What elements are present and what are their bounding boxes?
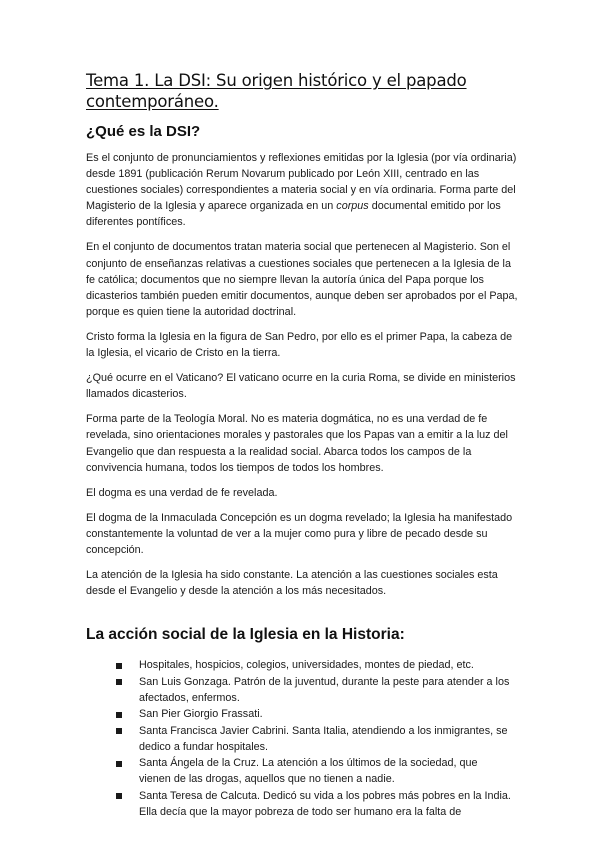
paragraph-1-italic: corpus (336, 200, 369, 213)
square-bullet-icon (116, 793, 122, 799)
paragraph-1 (86, 150, 518, 230)
list-item (86, 755, 518, 787)
list-item-text: Santa Ángela de la Cruz. La atención a los últimos de la sociedad, que vienen de las drogas, aquellos que no tienen a nadie. (139, 757, 478, 786)
bullet-list (86, 657, 518, 820)
document-title: Tema 1. La DSI: Su origen histórico y el papado contemporáneo. (86, 71, 467, 111)
list-item (86, 674, 518, 706)
paragraph-7: El dogma de la Inmaculada Concepción es un dogma revelado; la Iglesia ha manifestado constantemente la voluntad de ver a la mujer como pura y libre de pecado desde su concepción. (86, 511, 513, 556)
square-bullet-icon (116, 761, 122, 767)
square-bullet-icon (116, 679, 122, 685)
paragraph-1-text-b: documental emitido por los diferentes pontífices. (86, 200, 501, 229)
paragraph-4: ¿Qué ocurre en el Vaticano? El vaticano ocurre en la curia Roma, se divide en ministerios llamados dicasterios. (86, 372, 516, 401)
list-item-text: Hospitales, hospicios, colegios, universidades, montes de piedad, etc. (139, 659, 474, 672)
page-content (86, 70, 518, 820)
section-heading-que-es-dsi: ¿Qué es la DSI? (86, 123, 201, 140)
square-bullet-icon (116, 728, 122, 734)
list-item-text: San Luis Gonzaga. Patrón de la juventud, durante la peste para atender a los afectados, enfermos. (139, 675, 510, 704)
square-bullet-icon (116, 663, 122, 669)
list-item (86, 723, 518, 755)
square-bullet-icon (116, 712, 122, 718)
list-item-text: Santa Teresa de Calcuta. Dedicó su vida a los pobres más pobres en la India. Ella decía que la mayor pobreza de todo ser humano era la falta de (139, 789, 511, 818)
paragraph-5: Forma parte de la Teología Moral. No es materia dogmática, no es una verdad de fe revelada, sino orientaciones morales y pastorales que los Papas van a emitir a la luz del Evangelio que dan respuesta a la realidad social. Abarca todos los campos de la convivencia humana, todos los tiempos de todos los hombres. (86, 413, 508, 474)
paragraph-8: La atención de la Iglesia ha sido constante. La atención a las cuestiones sociales esta desde el Evangelio y desde la atención a los más necesitados. (86, 569, 498, 598)
paragraph-6: El dogma es una verdad de fe revelada. (86, 486, 278, 499)
section-heading-accion-social: La acción social de la Iglesia en la Historia: (86, 626, 405, 644)
paragraph-3: Cristo forma la Iglesia en la figura de San Pedro, por ello es el primer Papa, la cabeza de la Iglesia, el vicario de Cristo en la tierra. (86, 330, 513, 360)
list-item-text: Santa Francisca Javier Cabrini. Santa Italia, atendiendo a los inmigrantes, se dedico a fundar hospitales. (139, 724, 508, 753)
list-item (86, 706, 518, 722)
paragraph-2: En el conjunto de documentos tratan materia social que pertenecen al Magisterio. Son el conjunto de enseñanzas relativas a cuestiones sociales que pertenecen a la Iglesia de la fe católica; documentos que no siempre llevan la autoría única del Papa porque los dicasterios también pueden emitir documentos, aunque deben ser aprobados por el Papa, porque es quien tiene la autoridad doctrinal. (86, 241, 518, 318)
list-item-text: San Pier Giorgio Frassati. (139, 708, 263, 721)
list-item (86, 657, 518, 673)
paragraph-1-text-a: Es el conjunto de pronunciamientos y reflexiones emitidas por la Iglesia (por vía ordinaria) desde 1891 (publicación Rerum Novarum publicado por León XIII, centrado en las cuestiones sociales) correspondientes a materia social y en vía ordinaria. Forma parte del Magisterio de la Iglesia y aparece organizada en un (86, 152, 517, 213)
list-item (86, 788, 518, 820)
